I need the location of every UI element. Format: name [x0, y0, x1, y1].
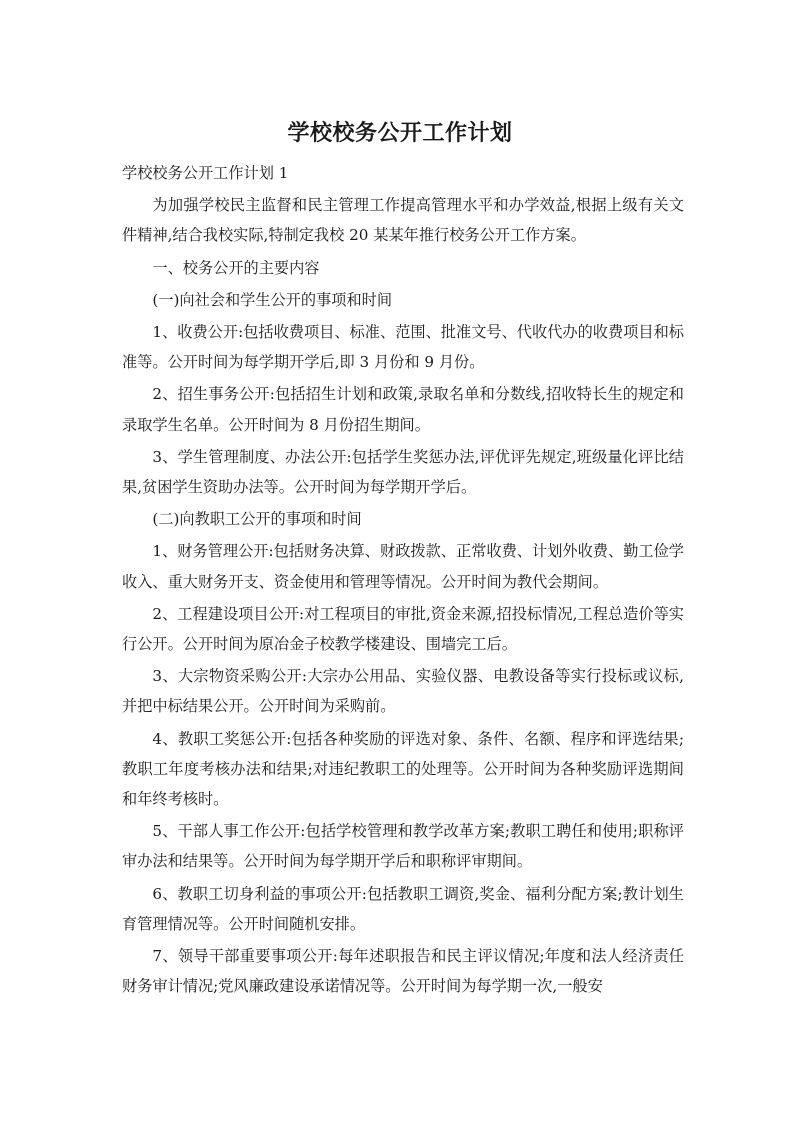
body-paragraph: 6、教职工切身利益的事项公开:包括教职工调资,奖金、福利分配方案;教计划生育管理情况等。公开时间随机安排。 [122, 884, 684, 933]
body-paragraph: 7、领导干部重要事项公开:每年述职报告和民主评议情况;年度和法人经济责任财务审计情况;党风廉政建设承诺情况等。公开时间为每学期一次,一般安 [122, 947, 684, 996]
subsection-heading: (一)向社会和学生公开的事项和时间 [152, 290, 393, 309]
document-title: 学校校务公开工作计划 [287, 121, 513, 146]
subsection-heading: (二)向教职工公开的事项和时间 [152, 510, 362, 529]
body-paragraph: 1、财务管理公开:包括财务决算、财政拨款、正常收费、计划外收费、勤工俭学收入、重大财务开支、资金使用和管理等情况。公开时间为教代会期间。 [122, 542, 684, 591]
document-body [122, 158, 684, 1003]
body-paragraph: 3、大宗物资采购公开:大宗办公用品、实验仪器、电教设备等实行投标或议标,并把中标结果公开。公开时间为采购前。 [122, 667, 684, 716]
body-paragraph: 3、学生管理制度、办法公开:包括学生奖惩办法,评优评先规定,班级量化评比结果,贫困学生资助办法等。公开时间为每学期开学后。 [122, 447, 684, 497]
body-paragraph: 4、教职工奖惩公开:包括各种奖励的评选对象、条件、名额、程序和评选结果;教职工年度考核办法和结果;对违纪教职工的处理等。公开时间为各种奖励评选期间和年终考核时。 [122, 729, 684, 809]
body-paragraph: 2、工程建设项目公开:对工程项目的审批,资金来源,招投标情况,工程总造价等实行公开。公开时间为原冶金子校教学楼建设、围墙完工后。 [122, 604, 684, 654]
body-paragraph: 1、收费公开:包括收费项目、标准、范围、批准文号、代收代办的收费项目和标准等。公开时间为每学期开学后,即 3 月份和 9 月份。 [122, 323, 684, 372]
section-heading: 一、校务公开的主要内容 [152, 258, 320, 277]
intro-paragraph: 为加强学校民主监督和民主管理工作提高管理水平和办学效益,根据上级有关文件精神,结合我校实际,特制定我校 20 某某年推行校务公开工作方案。 [122, 196, 684, 245]
body-paragraph: 2、招生事务公开:包括招生计划和政策,录取名单和分数线,招收特长生的规定和录取学生名单。公开时间为 8 月份招生期间。 [122, 385, 684, 434]
subtitle-paragraph: 学校校务公开工作计划 1 [122, 164, 289, 182]
body-paragraph: 5、干部人事工作公开:包括学校管理和教学改革方案;教职工聘任和使用;职称评审办法和结果等。公开时间为每学期开学后和职称评审期间。 [122, 822, 684, 871]
